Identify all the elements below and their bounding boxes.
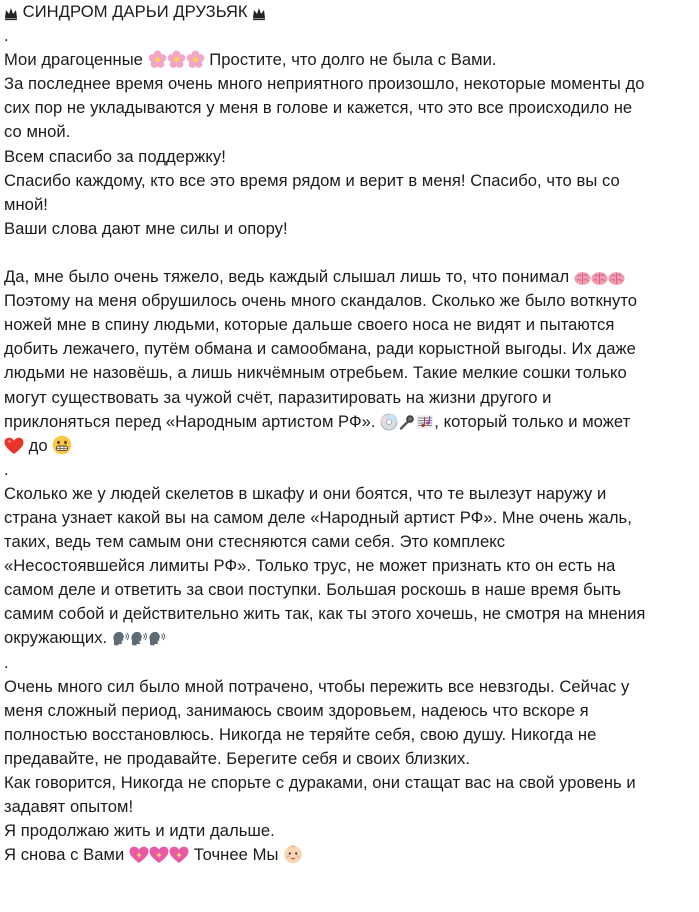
text-span: , который только и может xyxy=(434,411,631,431)
text-line: задавят опытом! xyxy=(4,797,134,817)
text-line: Спасибо каждому, кто все это время рядом и верит в меня! Спасибо, что вы со xyxy=(4,170,620,190)
text-line xyxy=(4,434,697,458)
greeting-line xyxy=(4,48,697,72)
text-line: самим собой и действительно жить так, как ты этого хочешь, не смотря на мнения xyxy=(4,604,646,624)
text-line: таких, ведь тем самым они стесняются сами себя. Это комплекс xyxy=(4,532,506,552)
text-span: приклоняться перед «Народным артистом РФ». xyxy=(4,411,376,431)
baby-face-icon xyxy=(283,844,303,864)
blossom-icon xyxy=(148,50,167,69)
sparkling-heart-icon xyxy=(129,846,149,864)
brain-icon xyxy=(574,271,591,286)
separator-dot: . xyxy=(4,652,9,672)
post-title: СИНДРОМ ДАРЬИ ДРУЗЬЯК xyxy=(22,2,248,21)
text-line: добить лежачего, путём обмана и самообмана, ради корыстной выгоды. Их даже xyxy=(4,339,636,359)
text-line: полностью восстановлюсь. Никогда не теряйте себя, свою душу. Никогда не xyxy=(4,724,597,744)
text-line: Как говорится, Никогда не спорьте с дураками, они стащат вас на свой уровень и xyxy=(4,773,636,792)
text-span: Точнее Мы xyxy=(193,845,279,865)
apology-text: Простите, что долго не была с Вами. xyxy=(209,50,497,70)
text-line: «Несостоявшейся лимиты РФ». Только трус, не может признать кто он есть на xyxy=(4,556,616,576)
text-line: Очень много сил было мной потрачено, чтобы пережить все невзгоды. Сейчас у xyxy=(4,676,630,696)
text-span: Да, мне было очень тяжело, ведь каждый слышал лишь то, что понимал xyxy=(4,267,570,287)
text-line: могут существовать за чужой счёт, паразитировать на жизни другого и xyxy=(4,387,552,407)
text-line: ножей мне в спину людьми, которые дальше своего носа не видят и пытаются xyxy=(4,315,615,335)
text-span: Я снова с Вами xyxy=(4,845,125,865)
brain-icon xyxy=(608,271,625,286)
text-line xyxy=(4,843,697,867)
text-line xyxy=(4,265,697,289)
text-line: сих пор не укладываются у меня в голове и кажется, что это все происходило не xyxy=(4,98,633,118)
text-span: до xyxy=(28,435,48,455)
crown-icon xyxy=(4,7,18,21)
text-line: Ваши слова дают мне силы и опору! xyxy=(4,218,288,238)
grimacing-face-icon xyxy=(52,435,72,455)
blossom-icon xyxy=(186,50,205,69)
text-line: мной! xyxy=(4,194,48,214)
sparkling-heart-icon xyxy=(169,846,189,864)
sparkling-heart-icon xyxy=(149,846,169,864)
text-line: меня сложный период, занимаюсь своим здоровьем, надеюсь что вскоре я xyxy=(4,700,589,720)
text-line: самом деле и ответить за свои поступки. Большая роскошь в наше время быть xyxy=(4,580,622,600)
blank-line xyxy=(4,241,697,265)
post-title-line xyxy=(4,0,697,24)
text-line: Сколько же у людей скелетов в шкафу и они боятся, что те вылезут наружу и xyxy=(4,483,607,503)
text-line: Я продолжаю жить и идти дальше. xyxy=(4,821,275,841)
text-line: Всем спасибо за поддержку! xyxy=(4,146,226,166)
separator-dot: . xyxy=(4,459,9,479)
text-line: За последнее время очень много неприятного произошло, некоторые моменты до xyxy=(4,74,645,94)
microphone-icon xyxy=(398,413,416,431)
brain-icon xyxy=(591,271,608,286)
cd-icon xyxy=(380,413,398,431)
text-line: страна узнает какой вы на самом деле «Народный артист РФ». Мне очень жаль, xyxy=(4,507,632,527)
heart-icon xyxy=(4,437,24,455)
greeting-text: Мои драгоценные xyxy=(4,50,143,70)
speaking-head-icon xyxy=(112,630,130,647)
text-line: Поэтому на меня обрушилось очень много скандалов. Сколько же было воткнуто xyxy=(4,291,638,311)
speaking-head-icon xyxy=(148,630,166,647)
text-line xyxy=(4,410,697,434)
speaking-head-icon xyxy=(130,630,148,647)
blossom-icon xyxy=(167,50,186,69)
text-line: со мной. xyxy=(4,122,71,142)
text-line xyxy=(4,626,697,650)
text-span: окружающих. xyxy=(4,628,108,648)
separator-dot: . xyxy=(4,26,9,46)
text-line: предавайте, не продавайте. Берегите себя и своих близких. xyxy=(4,748,470,768)
text-line: людьми не назовёшь, а лишь никчёмным отребьем. Такие мелкие сошки только xyxy=(4,363,627,383)
crown-icon xyxy=(252,7,266,21)
musical-score-icon xyxy=(416,413,434,431)
